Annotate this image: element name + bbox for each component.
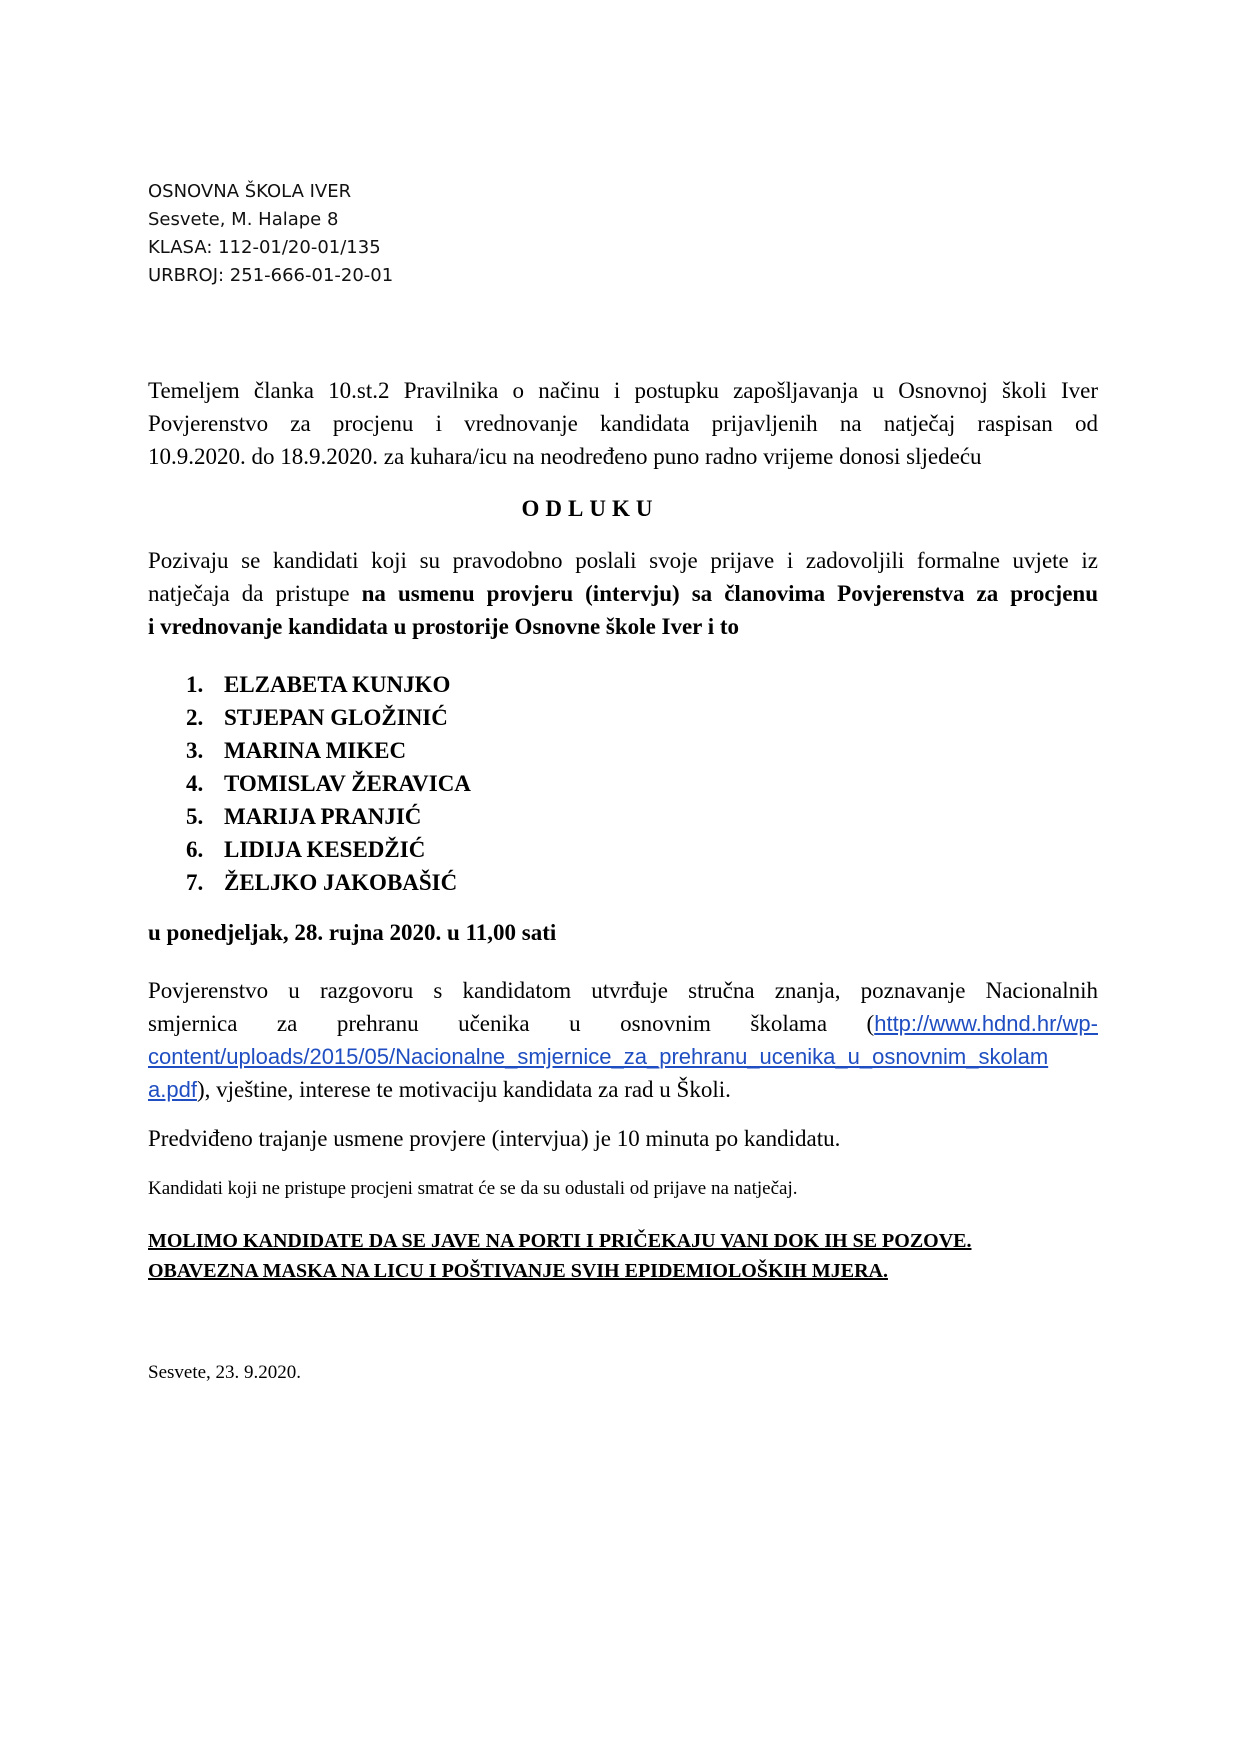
interview-duration: Predviđeno trajanje usmene provjere (intervjua) je 10 minuta po kandidatu. [148, 1126, 841, 1151]
interview-date: u ponedjeljak, 28. rujna 2020. u 11,00 sati [148, 920, 557, 945]
urbroj-number: URBROJ: 251-666-01-20-01 [148, 265, 394, 286]
notice-line: OBAVEZNA MASKA NA LICU I POŠTIVANJE SVIH EPIDEMIOLOŠKIH MJERA. [148, 1260, 888, 1282]
list-item [186, 734, 471, 767]
candidate-number: 6. [186, 837, 204, 862]
candidate-name: ELZABETA KUNJKO [224, 672, 451, 697]
invite-plain-text: natječaja da pristupe [148, 581, 362, 606]
intro-line: Povjerenstvo za procjenu i vrednovanje kandidata prijavljenih na natječaj raspisan od [148, 411, 1098, 436]
list-item [186, 866, 471, 899]
assessment-text: ), vještine, interese te motivaciju kandidata za rad u Školi. [196, 1077, 731, 1102]
candidate-list [186, 668, 471, 899]
assessment-line [148, 1040, 1098, 1073]
candidate-number: 5. [186, 804, 204, 829]
invitation-paragraph [148, 544, 1098, 643]
klasa-number: KLASA: 112-01/20-01/135 [148, 237, 381, 258]
candidate-name: STJEPAN GLOŽINIĆ [224, 705, 448, 730]
list-item [186, 767, 471, 800]
assessment-line [148, 1007, 1098, 1040]
assessment-text: smjernica za prehranu učenika u osnovnim školama ( [148, 1011, 875, 1036]
candidate-name: MARIJA PRANJIĆ [224, 804, 422, 829]
invite-bold-text: na usmenu provjeru (intervju) sa članovima Povjerenstva za procjenu [361, 581, 1098, 606]
list-item [186, 833, 471, 866]
assessment-line [148, 1073, 1098, 1106]
intro-line: Temeljem članka 10.st.2 Pravilnika o načinu i postupku zapošljavanja u Osnovnoj školi Iver [148, 378, 1098, 403]
intro-line: 10.9.2020. do 18.9.2020. za kuhara/icu na neodređeno puno radno vrijeme donosi sljedeću [148, 444, 982, 469]
absence-note: Kandidati koji ne pristupe procjeni smatrat će se da su odustali od prijave na natječaj. [148, 1178, 798, 1199]
guidelines-link[interactable]: http://www.hdnd.hr/wp- [874, 1011, 1098, 1036]
intro-paragraph [148, 374, 1098, 473]
candidate-number: 4. [186, 771, 204, 796]
letterhead [148, 178, 393, 290]
invite-line: Pozivaju se kandidati koji su pravodobno poslali svoje prijave i zadovoljili formalne uvjete iz [148, 548, 1098, 573]
list-item [186, 668, 471, 701]
place-and-date: Sesvete, 23. 9.2020. [148, 1362, 302, 1383]
candidate-name: MARINA MIKEC [224, 738, 407, 763]
invite-bold-text: i vrednovanje kandidata u prostorije Osnovne škole Iver i to [148, 614, 740, 639]
list-item [186, 800, 471, 833]
candidate-number: 3. [186, 738, 204, 763]
guidelines-link[interactable]: content/uploads/2015/05/Nacionalne_smjernice_za_prehranu_ucenika_u_osnovnim_skolam [148, 1044, 1049, 1069]
list-item [186, 701, 471, 734]
school-name: OSNOVNA ŠKOLA IVER [148, 181, 352, 202]
assessment-line: Povjerenstvo u razgovoru s kandidatom utvrđuje stručna znanja, poznavanje Nacionalnih [148, 978, 1098, 1003]
candidate-number: 1. [186, 672, 204, 697]
candidate-number: 7. [186, 870, 204, 895]
candidate-name: LIDIJA KESEDŽIĆ [224, 837, 426, 862]
candidate-name: TOMISLAV ŽERAVICA [224, 771, 471, 796]
notice-line: MOLIMO KANDIDATE DA SE JAVE NA PORTI I PRIČEKAJU VANI DOK IH SE POZOVE. [148, 1230, 972, 1252]
assessment-paragraph [148, 974, 1098, 1106]
invite-line [148, 577, 1098, 610]
decision-title: ODLUKU [521, 496, 659, 521]
candidate-name: ŽELJKO JAKOBAŠIĆ [224, 870, 458, 895]
school-address: Sesvete, M. Halape 8 [148, 209, 339, 230]
candidate-number: 2. [186, 705, 204, 730]
guidelines-link[interactable]: a.pdf [148, 1077, 197, 1102]
invite-line [148, 610, 1098, 643]
important-notice [148, 1226, 972, 1286]
